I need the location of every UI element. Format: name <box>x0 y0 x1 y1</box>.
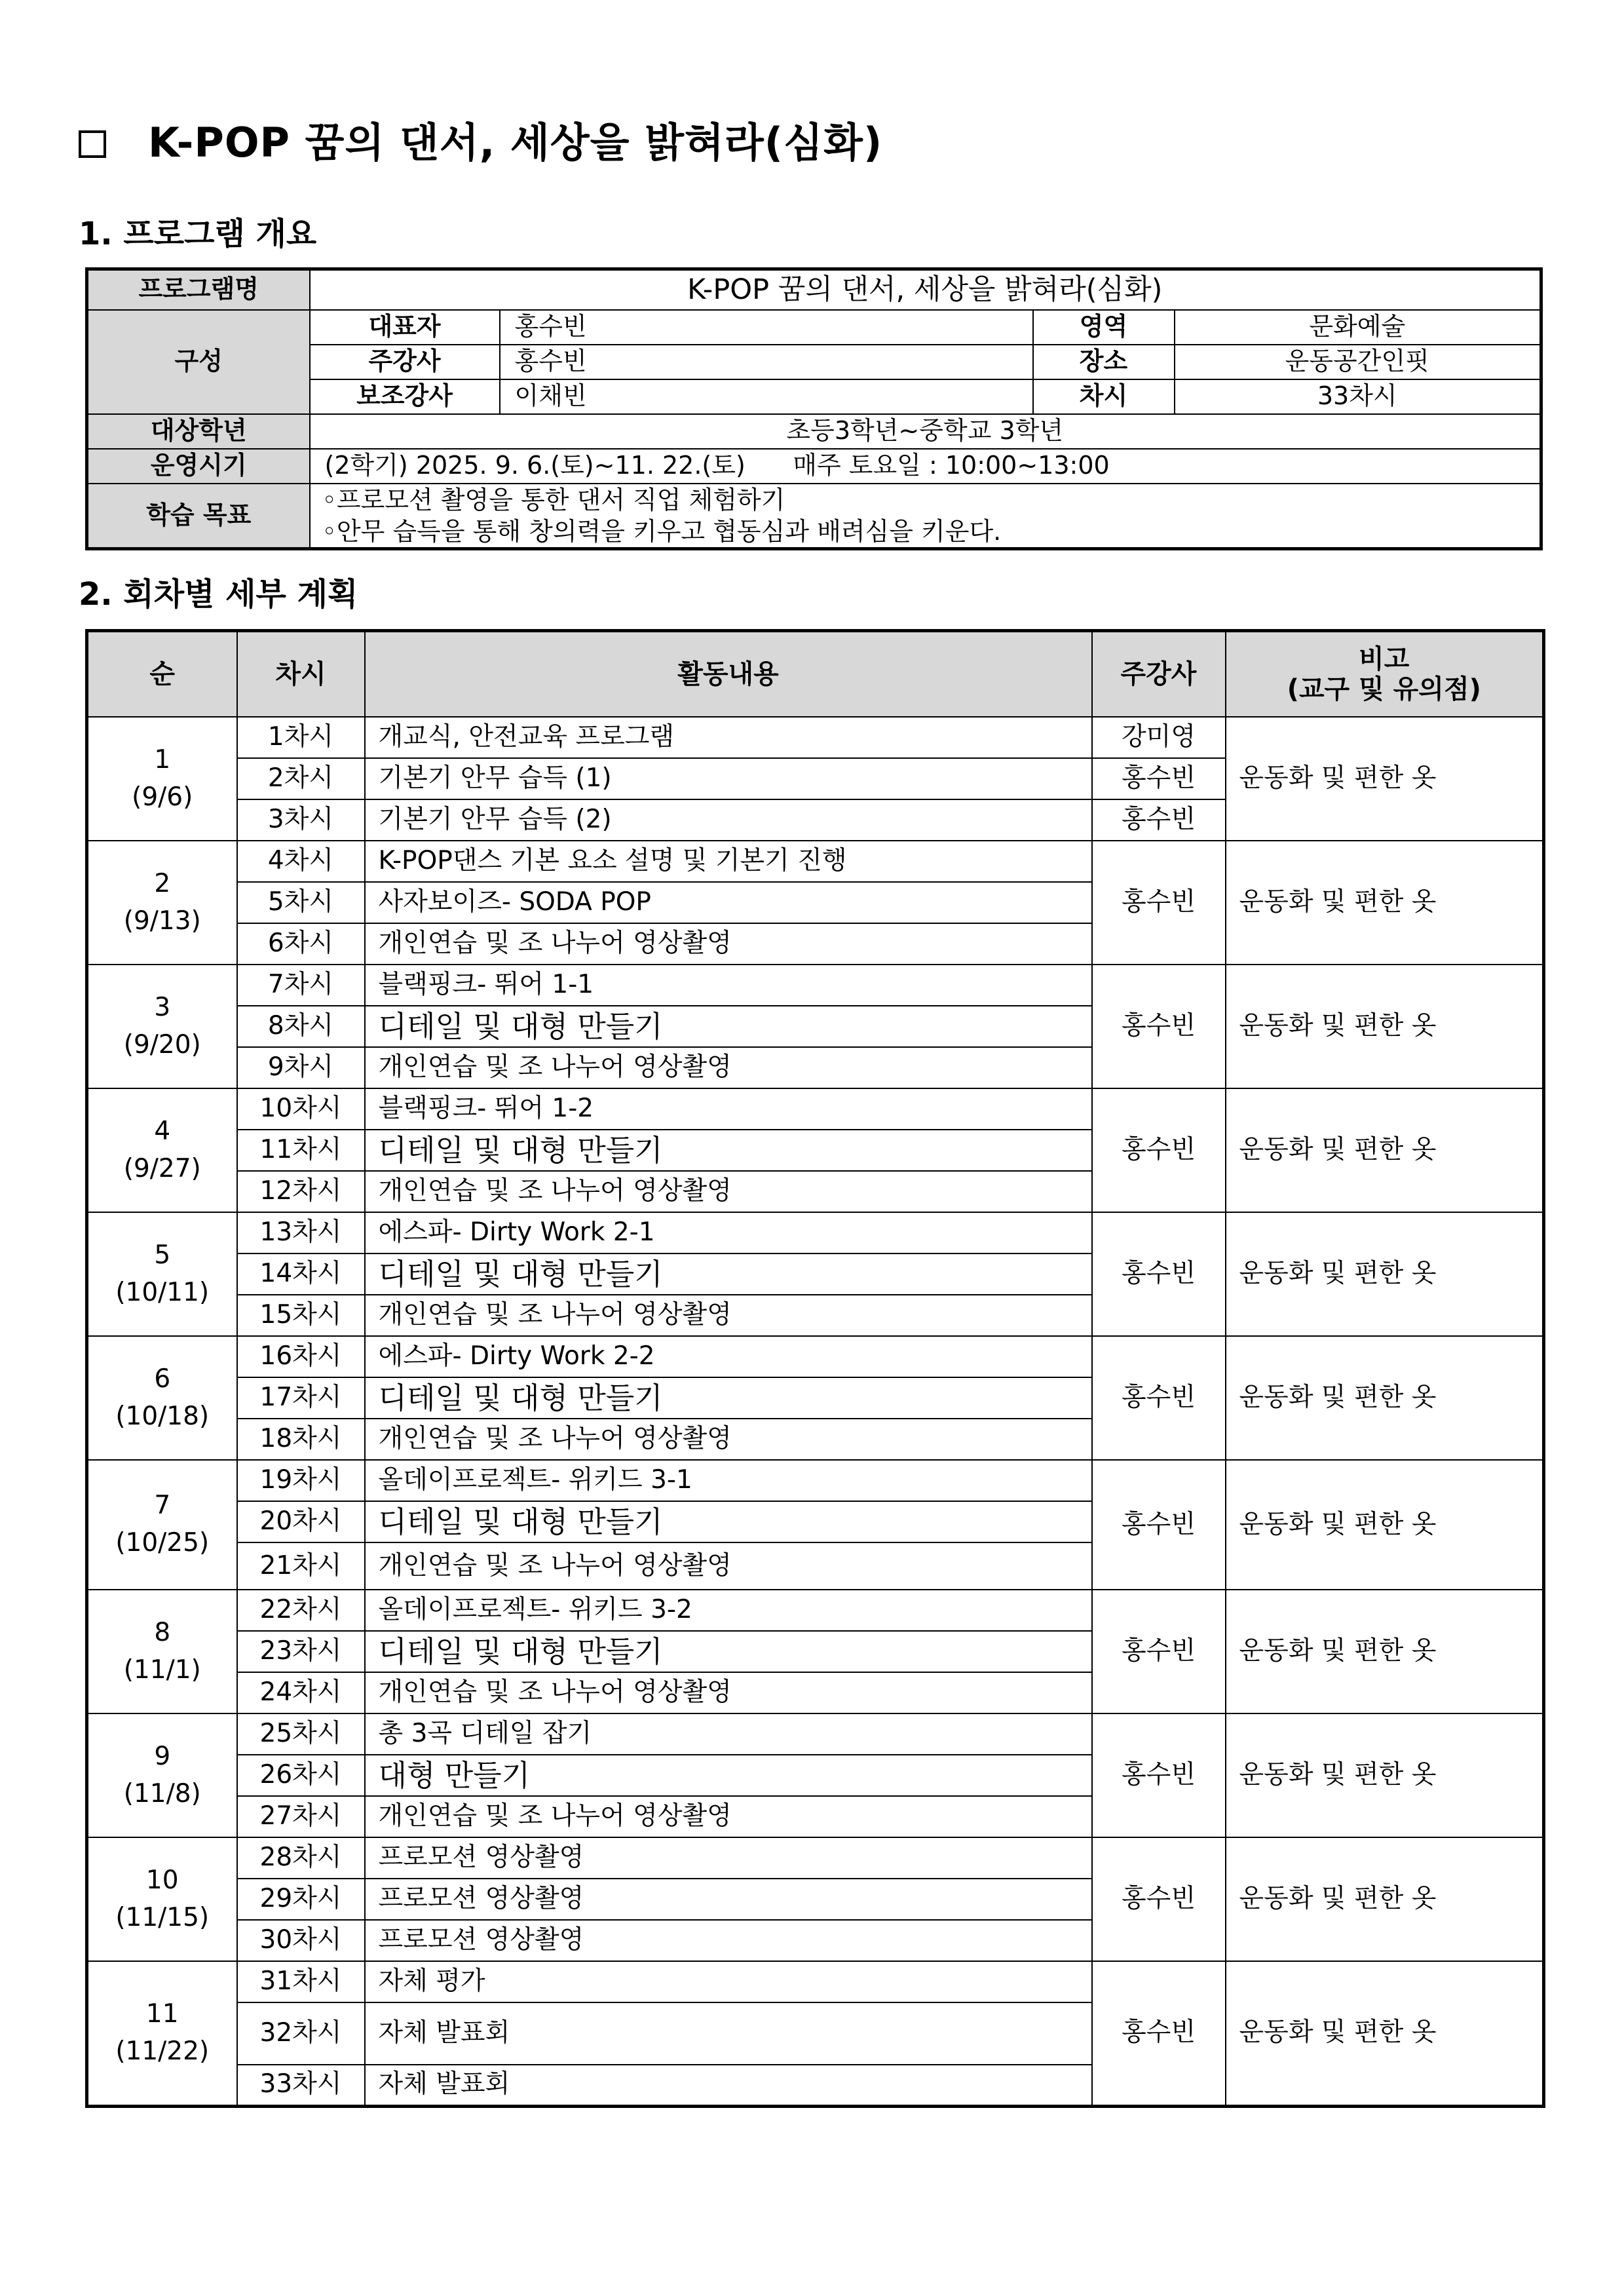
order-number: 11 <box>145 1999 179 2029</box>
note-cell: 운동화 및 편한 옷 <box>1226 1212 1544 1336</box>
session-cell: 29차시 <box>237 1879 365 1920</box>
assistant-instructor-label: 보조강사 <box>310 379 500 414</box>
content-cell: 개인연습 및 조 나누어 영상촬영 <box>365 1796 1092 1837</box>
place-label: 장소 <box>1033 345 1175 379</box>
session-cell: 24차시 <box>237 1672 365 1713</box>
section-1-heading: 1. 프로그램 개요 <box>79 216 317 252</box>
note-cell: 운동화 및 편한 옷 <box>1226 841 1544 965</box>
session-cell: 1차시 <box>237 717 365 758</box>
order-date: (11/1) <box>123 1655 201 1685</box>
content-cell: 에스파- Dirty Work 2-1 <box>365 1212 1092 1253</box>
table-row <box>87 1713 1544 1755</box>
content-cell: 개인연습 및 조 나누어 영상촬영 <box>365 1542 1092 1590</box>
content-cell: 디테일 및 대형 만들기 <box>365 1501 1092 1542</box>
instructor-cell: 홍수빈 <box>1092 1088 1226 1212</box>
order-number: 3 <box>154 992 171 1022</box>
checkbox-square-icon <box>79 130 106 158</box>
sessions-label: 차시 <box>1033 379 1175 414</box>
instructor-cell: 홍수빈 <box>1092 1961 1226 2106</box>
assistant-instructor-value: 이채빈 <box>500 379 1033 414</box>
content-cell: 개인연습 및 조 나누어 영상촬영 <box>365 1672 1092 1713</box>
learning-goal-label: 학습 목표 <box>87 484 310 549</box>
session-cell: 15차시 <box>237 1295 365 1336</box>
content-cell: 디테일 및 대형 만들기 <box>365 1631 1092 1672</box>
note-cell: 운동화 및 편한 옷 <box>1226 1837 1544 1961</box>
table-row <box>87 1212 1544 1253</box>
order-cell <box>87 1961 237 2106</box>
content-cell: 개교식, 안전교육 프로그램 <box>365 717 1092 758</box>
order-date: (9/27) <box>123 1153 201 1183</box>
session-cell: 27차시 <box>237 1796 365 1837</box>
area-value: 문화예술 <box>1175 310 1541 345</box>
content-cell: 올데이프로젝트- 위키드 3-2 <box>365 1590 1092 1631</box>
col-header-instructor: 주강사 <box>1092 631 1226 718</box>
col-header-content: 활동내용 <box>365 631 1092 718</box>
order-cell <box>87 1336 237 1460</box>
instructor-cell: 홍수빈 <box>1092 758 1226 799</box>
note-cell: 운동화 및 편한 옷 <box>1226 965 1544 1088</box>
content-cell: 디테일 및 대형 만들기 <box>365 1377 1092 1419</box>
overview-table <box>85 267 1543 550</box>
content-cell: 올데이프로젝트- 위키드 3-1 <box>365 1460 1092 1501</box>
session-cell: 11차시 <box>237 1130 365 1171</box>
order-date: (9/20) <box>123 1029 201 1060</box>
content-cell: 프로모션 영상촬영 <box>365 1879 1092 1920</box>
session-cell: 23차시 <box>237 1631 365 1672</box>
col-header-note-line1: 비고 <box>1359 644 1410 674</box>
order-cell <box>87 717 237 841</box>
representative-value: 홍수빈 <box>500 310 1033 345</box>
table-row <box>87 1336 1544 1377</box>
table-row <box>87 965 1544 1006</box>
order-number: 10 <box>145 1865 179 1895</box>
content-cell: 기본기 안무 습득 (1) <box>365 758 1092 799</box>
session-cell: 28차시 <box>237 1837 365 1879</box>
instructor-cell: 홍수빈 <box>1092 1460 1226 1590</box>
order-date: (11/15) <box>115 1902 210 1932</box>
order-cell <box>87 1590 237 1713</box>
session-cell: 7차시 <box>237 965 365 1006</box>
session-cell: 20차시 <box>237 1501 365 1542</box>
note-cell: 운동화 및 편한 옷 <box>1226 1961 1544 2106</box>
place-value: 운동공간인핏 <box>1175 345 1541 379</box>
order-cell <box>87 1460 237 1590</box>
order-date: (9/13) <box>123 906 201 936</box>
table-row <box>87 1088 1544 1130</box>
note-cell: 운동화 및 편한 옷 <box>1226 717 1544 841</box>
main-instructor-value: 홍수빈 <box>500 345 1033 379</box>
col-header-session: 차시 <box>237 631 365 718</box>
order-date: (11/8) <box>123 1778 201 1808</box>
table-row <box>87 1460 1544 1501</box>
note-cell: 운동화 및 편한 옷 <box>1226 1590 1544 1713</box>
session-cell: 14차시 <box>237 1253 365 1295</box>
learning-goal-item: ◦안무 습득을 통해 창의력을 키우고 협동심과 배려심을 키운다. <box>322 516 1002 546</box>
session-cell: 10차시 <box>237 1088 365 1130</box>
order-cell <box>87 965 237 1088</box>
table-row <box>87 717 1544 758</box>
instructor-cell: 홍수빈 <box>1092 1837 1226 1961</box>
table-row <box>87 1590 1544 1631</box>
session-cell: 19차시 <box>237 1460 365 1501</box>
session-cell: 6차시 <box>237 923 365 965</box>
order-cell <box>87 1837 237 1961</box>
content-cell: 디테일 및 대형 만들기 <box>365 1130 1092 1171</box>
instructor-cell: 홍수빈 <box>1092 1590 1226 1713</box>
order-date: (10/25) <box>115 1528 210 1558</box>
session-cell: 33차시 <box>237 2065 365 2106</box>
order-number: 9 <box>154 1741 171 1771</box>
session-cell: 32차시 <box>237 2002 365 2065</box>
table-row <box>87 841 1544 882</box>
session-cell: 3차시 <box>237 799 365 841</box>
period-label: 운영시기 <box>87 449 310 484</box>
session-cell: 18차시 <box>237 1419 365 1460</box>
order-number: 4 <box>154 1116 171 1146</box>
order-date: (11/22) <box>115 2036 210 2066</box>
session-cell: 13차시 <box>237 1212 365 1253</box>
session-cell: 2차시 <box>237 758 365 799</box>
main-instructor-label: 주강사 <box>310 345 500 379</box>
learning-goal-item: ◦프로모션 촬영을 통한 댄서 직업 체험하기 <box>322 485 785 514</box>
order-cell <box>87 1212 237 1336</box>
content-cell: 개인연습 및 조 나누어 영상촬영 <box>365 1171 1092 1212</box>
table-row <box>87 1961 1544 2002</box>
session-cell: 25차시 <box>237 1713 365 1755</box>
session-cell: 4차시 <box>237 841 365 882</box>
program-name-value: K-POP 꿈의 댄서, 세상을 밝혀라(심화) <box>310 269 1541 310</box>
instructor-cell: 홍수빈 <box>1092 1336 1226 1460</box>
table-row <box>87 1837 1544 1879</box>
content-cell: 블랙핑크- 뛰어 1-2 <box>365 1088 1092 1130</box>
content-cell: 기본기 안무 습득 (2) <box>365 799 1092 841</box>
order-number: 6 <box>154 1364 171 1394</box>
area-label: 영역 <box>1033 310 1175 345</box>
session-cell: 26차시 <box>237 1755 365 1796</box>
content-cell: 사자보이즈- SODA POP <box>365 882 1092 923</box>
document-title-text: K-POP 꿈의 댄서, 세상을 밝혀라(심화) <box>148 119 883 166</box>
instructor-cell: 홍수빈 <box>1092 1212 1226 1336</box>
content-cell: 총 3곡 디테일 잡기 <box>365 1713 1092 1755</box>
session-cell: 12차시 <box>237 1171 365 1212</box>
order-number: 1 <box>154 744 171 775</box>
content-cell: 프로모션 영상촬영 <box>365 1920 1092 1961</box>
content-cell: 자체 발표회 <box>365 2065 1092 2106</box>
content-cell: 디테일 및 대형 만들기 <box>365 1253 1092 1295</box>
session-cell: 8차시 <box>237 1006 365 1047</box>
representative-label: 대표자 <box>310 310 500 345</box>
order-number: 7 <box>154 1491 171 1521</box>
order-date: (10/11) <box>115 1277 210 1307</box>
session-cell: 16차시 <box>237 1336 365 1377</box>
note-cell: 운동화 및 편한 옷 <box>1226 1336 1544 1460</box>
note-cell: 운동화 및 편한 옷 <box>1226 1713 1544 1837</box>
order-number: 5 <box>154 1240 171 1270</box>
order-date: (9/6) <box>132 782 193 812</box>
content-cell: 에스파- Dirty Work 2-2 <box>365 1336 1092 1377</box>
composition-label: 구성 <box>87 310 310 414</box>
instructor-cell: 홍수빈 <box>1092 841 1226 965</box>
session-cell: 5차시 <box>237 882 365 923</box>
session-cell: 17차시 <box>237 1377 365 1419</box>
content-cell: 개인연습 및 조 나누어 영상촬영 <box>365 1047 1092 1088</box>
session-cell: 31차시 <box>237 1961 365 2002</box>
content-cell: 자체 평가 <box>365 1961 1092 2002</box>
target-grade-label: 대상학년 <box>87 414 310 449</box>
content-cell: 자체 발표회 <box>365 2002 1092 2065</box>
col-header-note <box>1226 631 1544 718</box>
content-cell: 개인연습 및 조 나누어 영상촬영 <box>365 1419 1092 1460</box>
order-cell <box>87 1088 237 1212</box>
content-cell: 개인연습 및 조 나누어 영상촬영 <box>365 923 1092 965</box>
col-header-order: 순 <box>87 631 237 718</box>
section-2-heading: 2. 회차별 세부 계획 <box>79 576 358 613</box>
order-number: 2 <box>154 868 171 898</box>
period-value: (2학기) 2025. 9. 6.(토)~11. 22.(토) 매주 토요일 : 10:00~13:00 <box>310 449 1541 484</box>
document-title <box>79 110 882 168</box>
program-name-label: 프로그램명 <box>87 269 310 310</box>
session-cell: 30차시 <box>237 1920 365 1961</box>
instructor-cell: 강미영 <box>1092 717 1226 758</box>
order-number: 8 <box>154 1617 171 1647</box>
sessions-value: 33차시 <box>1175 379 1541 414</box>
content-cell: 프로모션 영상촬영 <box>365 1837 1092 1879</box>
target-grade-value: 초등3학년~중학교 3학년 <box>310 414 1541 449</box>
session-cell: 9차시 <box>237 1047 365 1088</box>
col-header-note-line2: (교구 및 유의점) <box>1287 674 1481 704</box>
content-cell: K-POP댄스 기본 요소 설명 및 기본기 진행 <box>365 841 1092 882</box>
note-cell: 운동화 및 편한 옷 <box>1226 1460 1544 1590</box>
instructor-cell: 홍수빈 <box>1092 965 1226 1088</box>
learning-goals <box>310 484 1541 549</box>
order-cell <box>87 1713 237 1837</box>
note-cell: 운동화 및 편한 옷 <box>1226 1088 1544 1212</box>
instructor-cell: 홍수빈 <box>1092 1713 1226 1837</box>
content-cell: 대형 만들기 <box>365 1755 1092 1796</box>
order-cell <box>87 841 237 965</box>
instructor-cell: 홍수빈 <box>1092 799 1226 841</box>
content-cell: 개인연습 및 조 나누어 영상촬영 <box>365 1295 1092 1336</box>
session-cell: 22차시 <box>237 1590 365 1631</box>
content-cell: 블랙핑크- 뛰어 1-1 <box>365 965 1092 1006</box>
session-cell: 21차시 <box>237 1542 365 1590</box>
order-date: (10/18) <box>115 1401 210 1431</box>
content-cell: 디테일 및 대형 만들기 <box>365 1006 1092 1047</box>
session-plan-table <box>85 629 1545 2108</box>
